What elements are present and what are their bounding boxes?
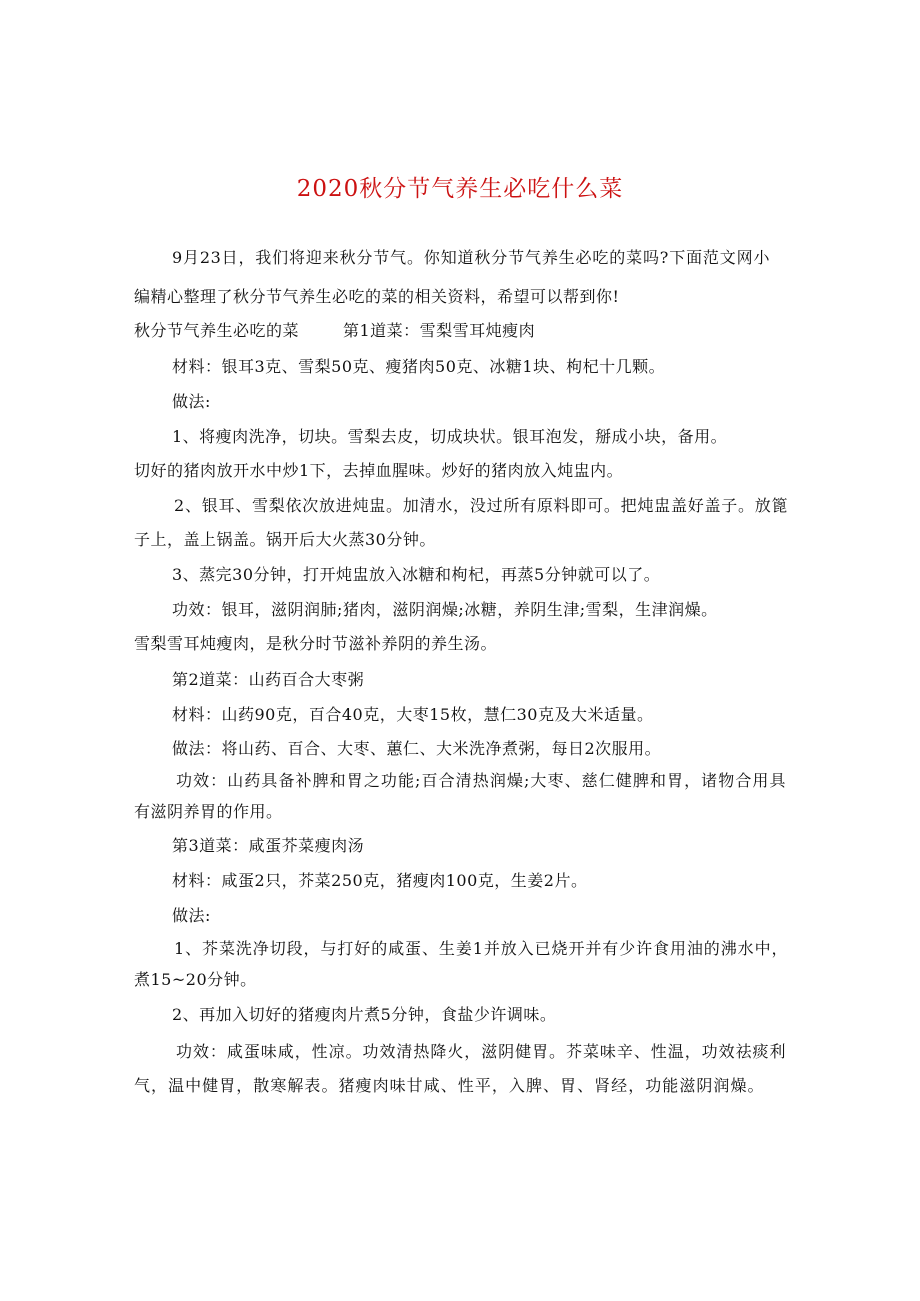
paragraph-line: 3、蒸完30分钟，打开炖盅放入冰糖和枸杞，再蒸5分钟就可以了。 xyxy=(172,565,661,584)
paragraph-line: 切好的猪肉放开水中炒1下，去掉血腥味。炒好的猪肉放入炖盅内。 xyxy=(134,461,624,480)
paragraph-line: 做法: xyxy=(172,392,211,411)
paragraph-line: 9月23日，我们将迎来秋分节气。你知道秋分节气养生必吃的菜吗?下面范文网小 xyxy=(172,248,770,267)
paragraph-line: 编精心整理了秋分节气养生必吃的菜的相关资料，希望可以帮到你! xyxy=(134,287,620,306)
paragraph-line: 做法：将山药、百合、大枣、蕙仁、大米洗净煮粥，每日2次服用。 xyxy=(172,739,662,758)
dish-heading: 第3道菜：咸蛋芥菜瘦肉汤 xyxy=(172,836,365,855)
paragraph-line: 材料：银耳3克、雪梨50克、瘦猪肉50克、冰糖1块、枸杞十几颗。 xyxy=(172,357,666,376)
paragraph-line: 材料：山药90克，百合40克，大枣15枚，慧仁30克及大米适量。 xyxy=(172,705,654,724)
paragraph-line: 材料：咸蛋2只，芥菜250克，猪瘦肉100克，生姜2片。 xyxy=(172,871,588,890)
dish-heading: 第1道菜：雪梨雪耳炖瘦肉 xyxy=(343,321,536,340)
paragraph-line: 2、银耳、雪梨依次放进炖盅。加清水，没过所有原料即可。把炖盅盖好盖子。放篦 xyxy=(174,496,788,515)
paragraph-line: 2、再加入切好的猪瘦肉片煮5分钟，食盐少许调味。 xyxy=(172,1005,557,1024)
paragraph-line: 功效：山药具备补脾和胃之功能;百合清热润燥;大枣、慈仁健脾和胃，诸物合用具 xyxy=(176,771,786,790)
document-title: 2020秋分节气养生必吃什么菜 xyxy=(296,176,624,202)
paragraph-line: 1、芥菜洗净切段，与打好的咸蛋、生姜1并放入已烧开并有少许食用油的沸水中， xyxy=(174,939,788,958)
paragraph-line: 功效：咸蛋味咸，性凉。功效清热降火，滋阴健胃。芥菜味辛、性温，功效祛痰利 xyxy=(176,1042,786,1061)
paragraph-line: 功效：银耳，滋阴润肺;猪肉，滋阴润燥;冰糖，养阴生津;雪梨，生津润燥。 xyxy=(172,600,718,619)
paragraph-line: 雪梨雪耳炖瘦肉，是秋分时节滋补养阴的养生汤。 xyxy=(134,634,498,653)
paragraph-line: 气，温中健胃，散寒解表。猪瘦肉味甘咸、性平，入脾、胃、肾经，功能滋阴润燥。 xyxy=(134,1076,764,1095)
paragraph-line: 煮15~20分钟。 xyxy=(134,970,257,989)
paragraph-line: 有滋阴养胃的作用。 xyxy=(134,802,283,821)
dish-heading: 第2道菜：山药百合大枣粥 xyxy=(172,670,365,689)
paragraph-line: 1、将瘦肉洗净，切块。雪梨去皮，切成块状。银耳泡发，掰成小块，备用。 xyxy=(172,427,728,446)
paragraph-line: 子上，盖上锅盖。锅开后大火蒸30分钟。 xyxy=(134,530,436,549)
paragraph-line: 做法: xyxy=(172,906,211,925)
section-heading: 秋分节气养生必吃的菜 xyxy=(134,321,300,340)
